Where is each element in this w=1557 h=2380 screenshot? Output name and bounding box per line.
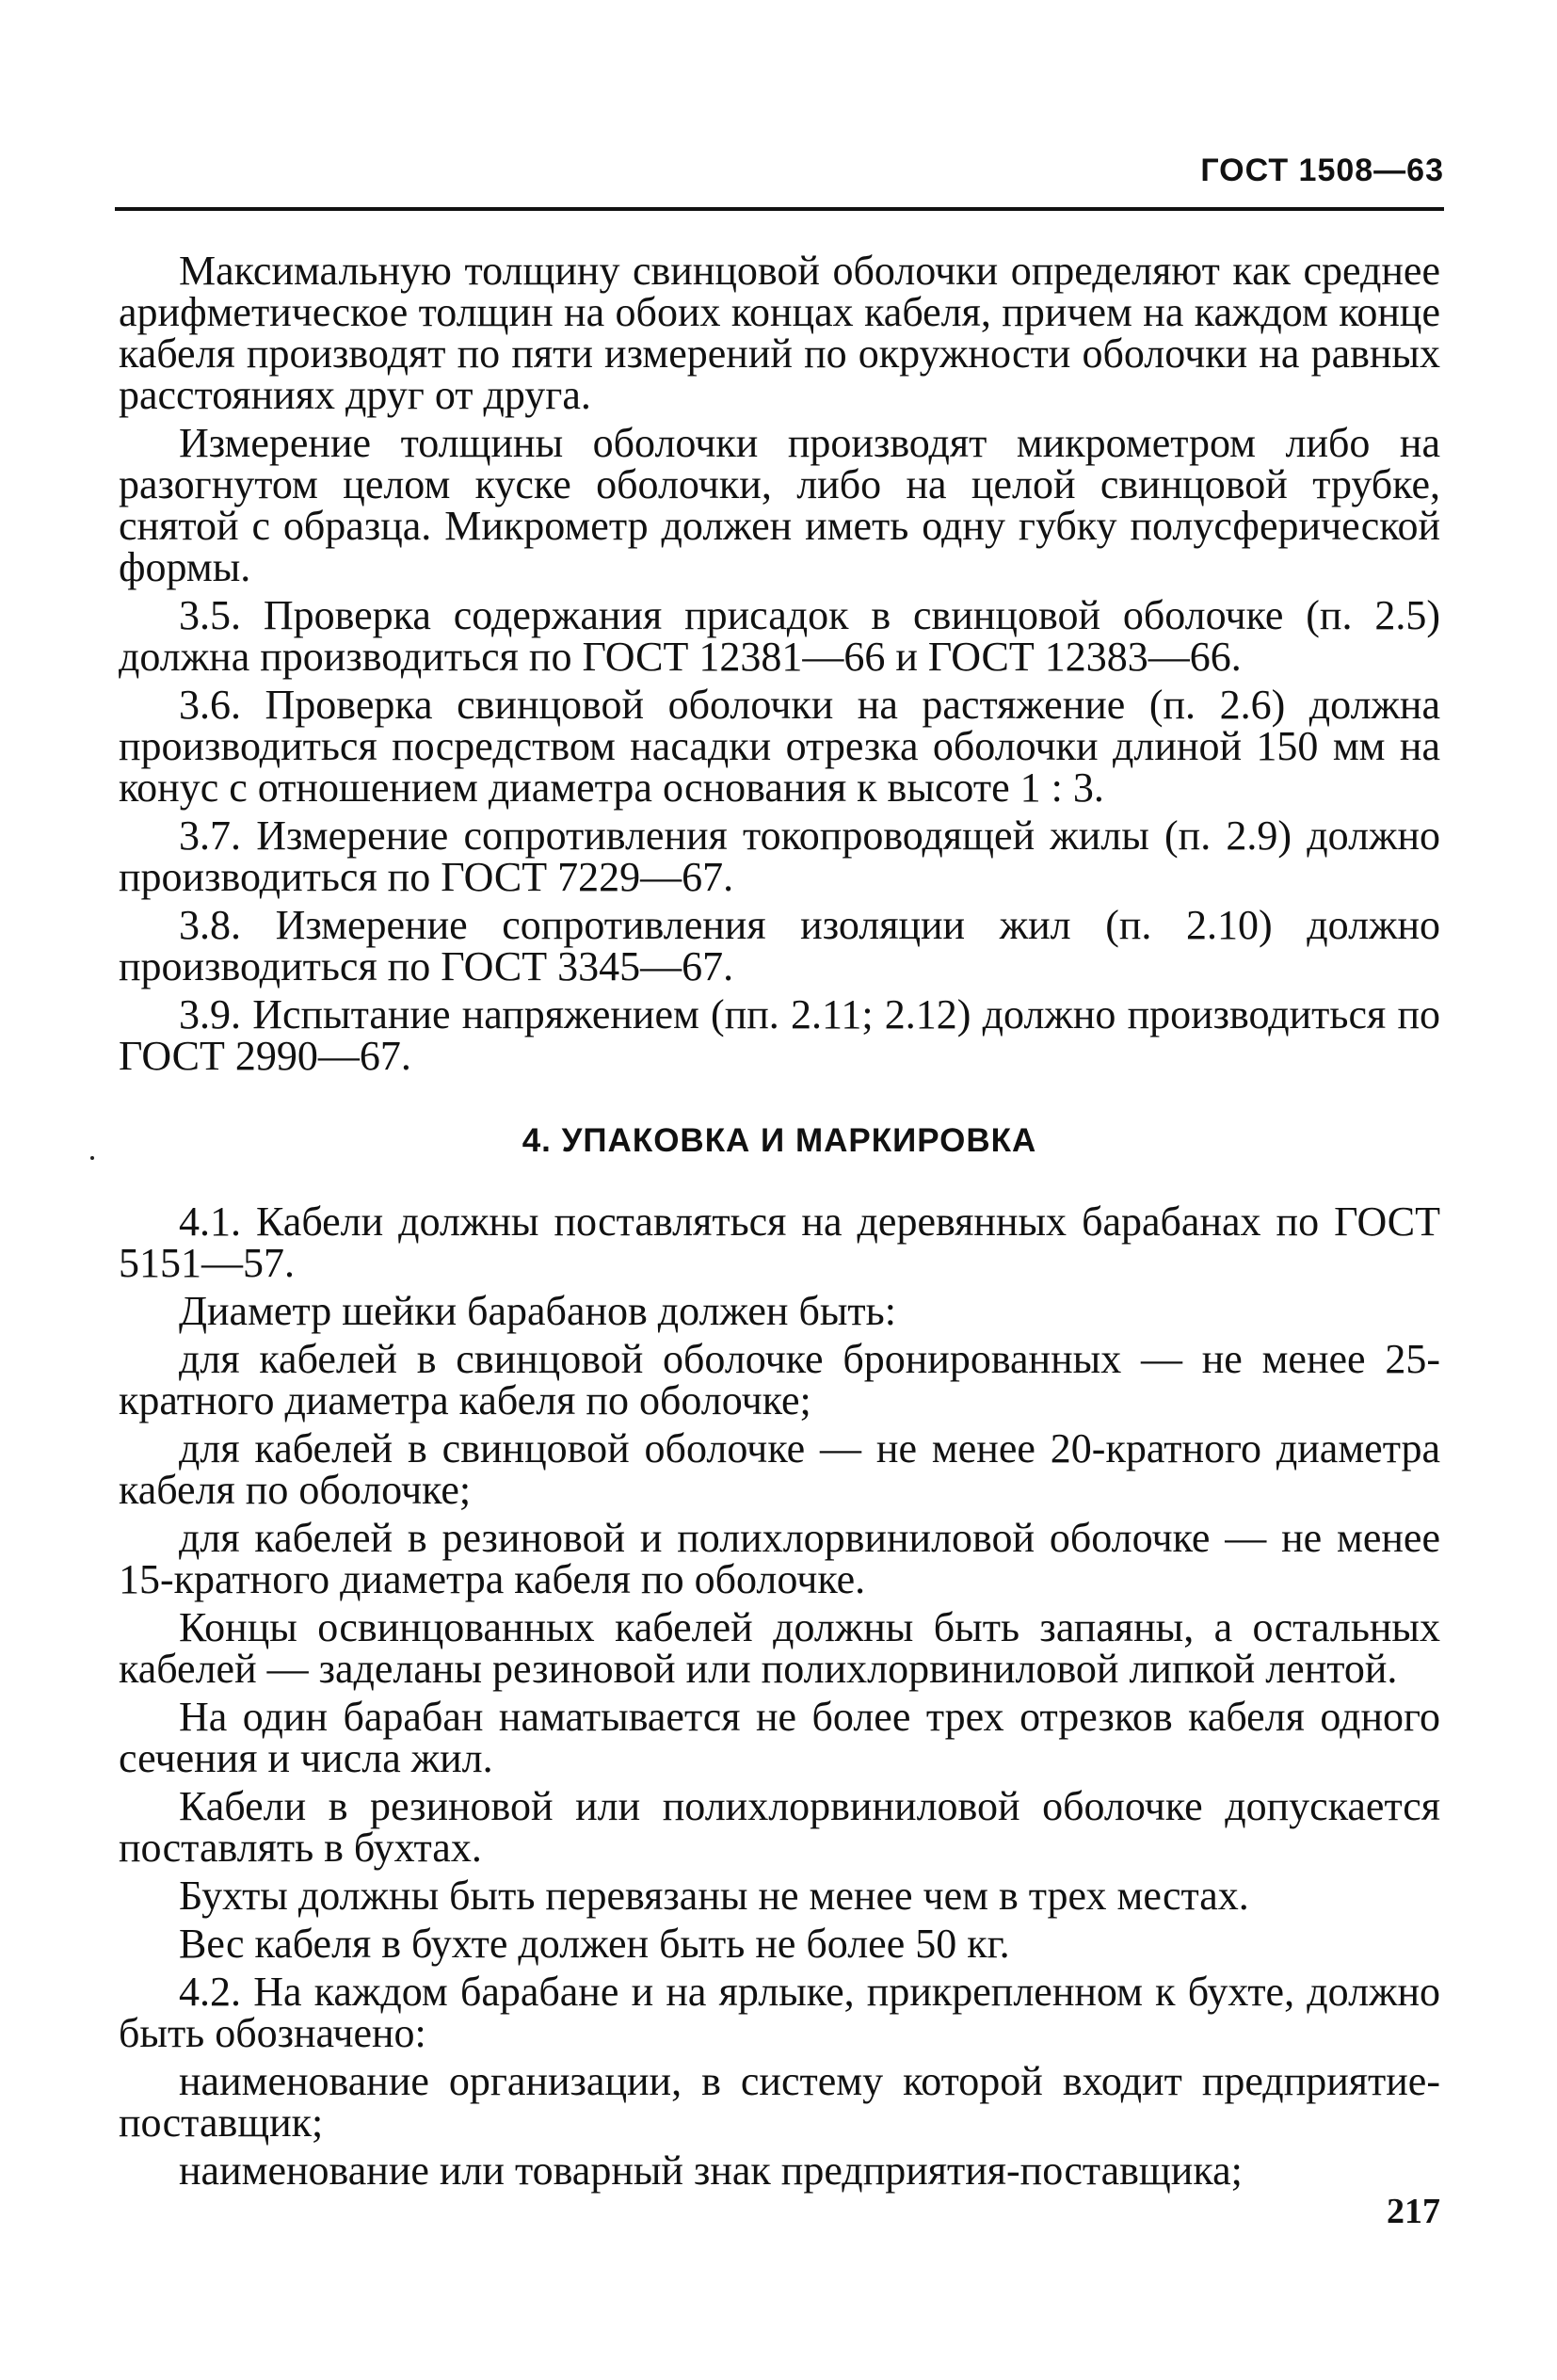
list-item: наименование или товарный знак предприятия-поставщика; [179,2147,1243,2194]
scan-speck [90,1156,94,1160]
paragraph-3-8: 3.8. Измерение сопротивления изоляции жил (п. 2.10) должно производиться по ГОСТ 3345—67. [119,902,1440,989]
section-title: 4. УПАКОВКА И МАРКИРОВКА [522,1122,1037,1159]
list-item: для кабелей в свинцовой оболочке — не менее 20-кратного диаметра кабеля по оболочке; [119,1425,1440,1513]
paragraph: Максимальную толщину свинцовой оболочки определяют как среднее арифметическое толщин на обоих концах кабеля, причем на каждом конце кабеля производят по пяти измерений по окружности оболочки на равных расстояниях друг от друга. [119,248,1440,418]
document-number: ГОСТ 1508—63 [1200,153,1444,188]
paragraph-3-9: 3.9. Испытание напряжением (пп. 2.11; 2.12) должно производиться по ГОСТ 2990—67. [119,991,1440,1079]
paragraph: Вес кабеля в бухте должен быть не более 50 кг. [179,1921,1010,1967]
page-number: 217 [1387,2192,1440,2231]
paragraph: Кабели в резиновой или полихлорвиниловой оболочке допускается поставлять в бухтах. [119,1783,1440,1871]
list-item: наименование организации, в систему которой входит предприятие-поставщик; [119,2058,1440,2146]
paragraph: Измерение толщины оболочки производят микрометром либо на разогнутом целом куске оболочки, либо на целой свинцовой трубке, снятой с образца. Микрометр должен иметь одну губку полусферической формы. [119,420,1440,590]
paragraph: Бухты должны быть перевязаны не менее чем в трех местах. [179,1873,1249,1919]
paragraph: Концы освинцованных кабелей должны быть запаяны, а остальных кабелей — заделаны резиновой или полихлорвиниловой липкой лентой. [119,1604,1440,1692]
page-body [119,250,1440,2198]
paragraph-4-1: 4.1. Кабели должны поставляться на деревянных барабанах по ГОСТ 5151—57. [119,1198,1440,1286]
paragraph-3-7: 3.7. Измерение сопротивления токопроводящей жилы (п. 2.9) должно производиться по ГОСТ 7229—67. [119,812,1440,900]
paragraph-3-6: 3.6. Проверка свинцовой оболочки на растяжение (п. 2.6) должна производиться посредством насадки отрезка оболочки длиной 150 мм на конус с отношением диаметра основания к высоте 1 : 3. [119,682,1440,811]
paragraph: На один барабан наматывается не более трех отрезков кабеля одного сечения и числа жил. [119,1694,1440,1781]
header-rule [115,207,1444,211]
paragraph-4-2: 4.2. На каждом барабане и на ярлыке, прикрепленном к бухте, должно быть обозначено: [119,1969,1440,2056]
paragraph-3-5: 3.5. Проверка содержания присадок в свинцовой оболочке (п. 2.5) должна производиться по ГОСТ 12381—66 и ГОСТ 12383—66. [119,592,1440,680]
paragraph: Диаметр шейки барабанов должен быть: [179,1288,896,1334]
list-item: для кабелей в резиновой и полихлорвиниловой оболочке — не менее 15-кратного диаметра кабеля по оболочке. [119,1515,1440,1602]
list-item: для кабелей в свинцовой оболочке бронированных — не менее 25-кратного диаметра кабеля по оболочке; [119,1336,1440,1423]
